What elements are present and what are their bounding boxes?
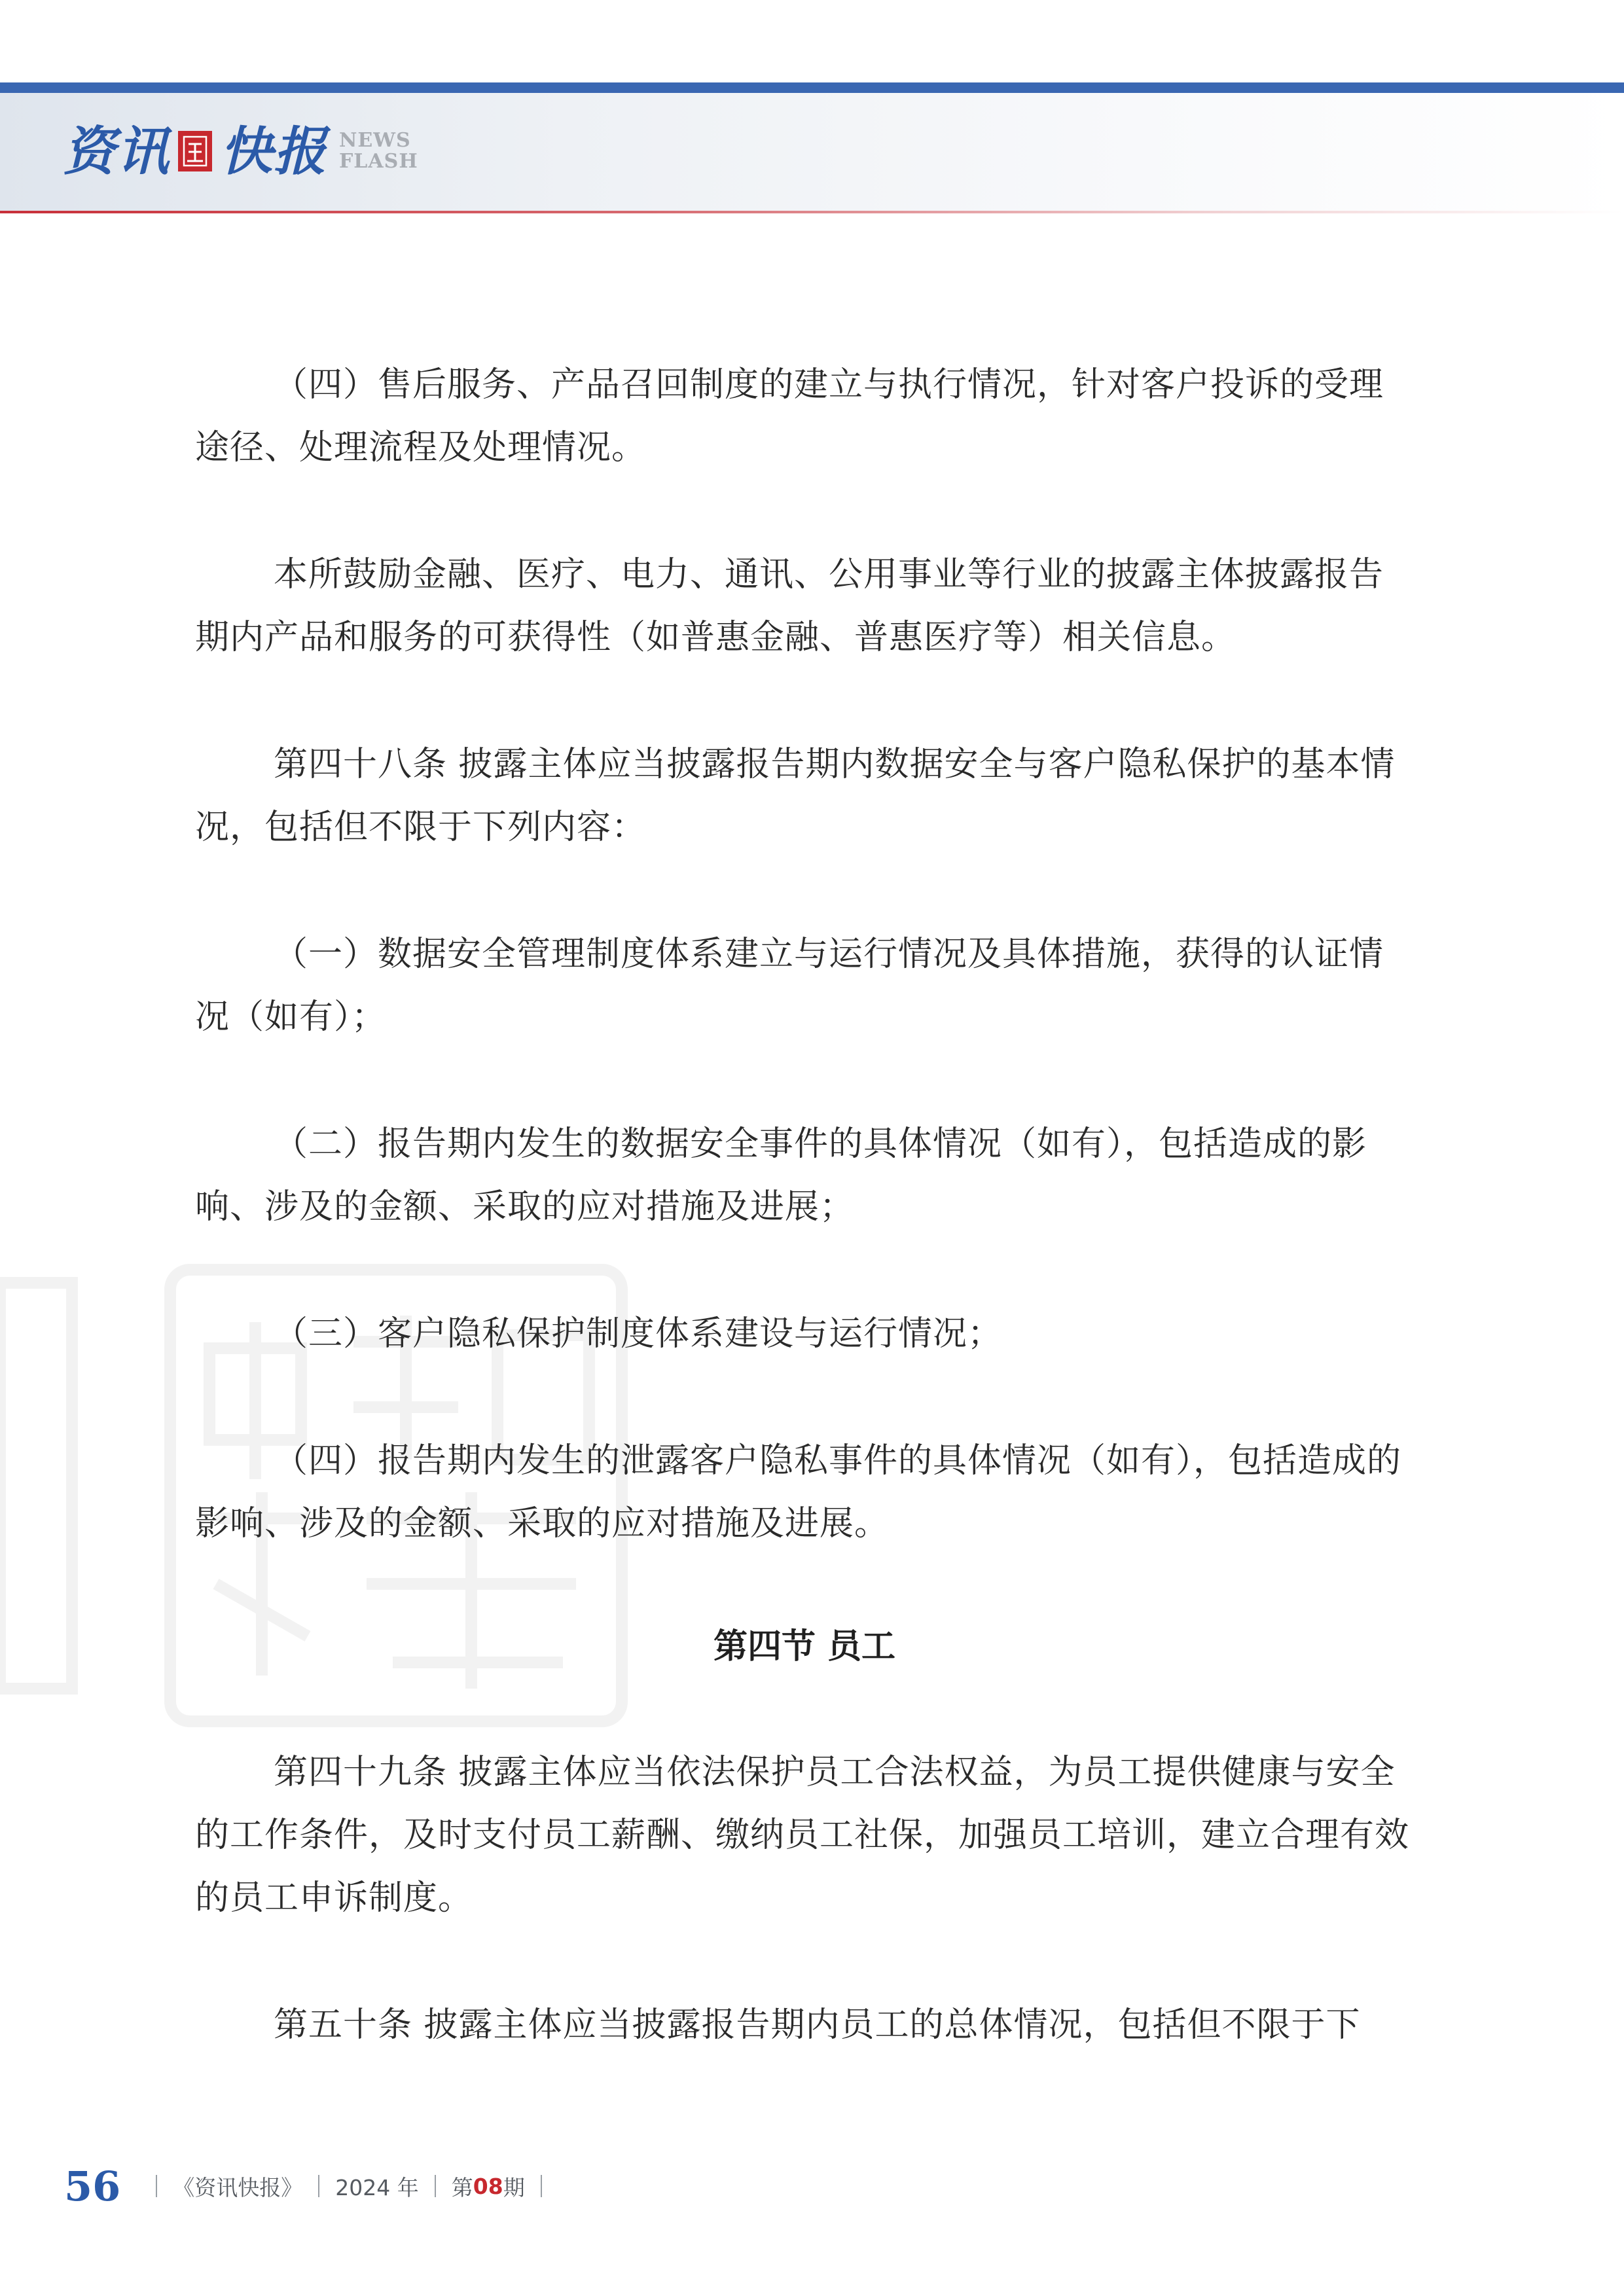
issue-suffix: 期 [503,2174,525,2200]
body-paragraph: （三）客户隐私保护制度体系建设与运行情况； [274,1314,1003,1354]
footer-separator [318,2175,319,2197]
issue-year: 2024 年 [335,2174,419,2200]
body-paragraph: 本所鼓励金融、医疗、电力、通讯、公用事业等行业的披露主体披露报告期内产品和服务的可获得性（如普惠金融、普惠医疗等）相关信息。 [195,555,1384,657]
body-paragraph: （四）报告期内发生的泄露客户隐私事件的具体情况（如有），包括造成的影响、涉及的金额、采取的应对措施及进展。 [195,1441,1402,1543]
brand-title-left: 资讯 [63,120,170,182]
body-paragraph: （四）售后服务、产品召回制度的建立与执行情况，针对客户投诉的受理途径、处理流程及处理情况。 [195,365,1384,467]
page-number: 56 [64,2162,121,2210]
brand-title-right: 快报 [220,120,327,182]
issue-number: 08 [473,2173,503,2199]
news-flash-label [339,130,418,172]
footer-separator [541,2175,542,2197]
footer-separator [435,2175,436,2197]
body-paragraph: 第四十九条 披露主体应当依法保护员工合法权益，为员工提供健康与安全的工作条件，及时支付员工薪酬、缴纳员工社保，加强员工培训，建立合理有效的员工申诉制度。 [195,1753,1410,1918]
publication-name: 《资讯快报》 [173,2174,303,2200]
flash-label: FLASH [339,150,418,173]
body-paragraph: （二）报告期内发生的数据安全事件的具体情况（如有），包括造成的影响、涉及的金额、采取的应对措施及进展； [195,1124,1367,1227]
issue-prefix: 第 [451,2174,473,2200]
body-paragraph: 第四十八条 披露主体应当披露报告期内数据安全与客户隐私保护的基本情况，包括但不限于下列内容： [195,745,1396,847]
brand-logo [63,115,418,187]
article-body [195,353,1414,2056]
header-divider [0,211,1624,213]
header-accent-bar [0,82,1624,93]
section-heading: 第四节 员工 [713,1627,896,1666]
seal-icon [178,131,212,171]
footer-separator [156,2175,157,2197]
body-paragraph: 第五十条 披露主体应当披露报告期内员工的总体情况，包括但不限于下 [274,2005,1361,2045]
page-footer [64,2160,558,2212]
body-paragraph: （一）数据安全管理制度体系建立与运行情况及具体措施，获得的认证情况（如有）； [195,935,1384,1037]
news-label: NEWS [339,129,411,152]
